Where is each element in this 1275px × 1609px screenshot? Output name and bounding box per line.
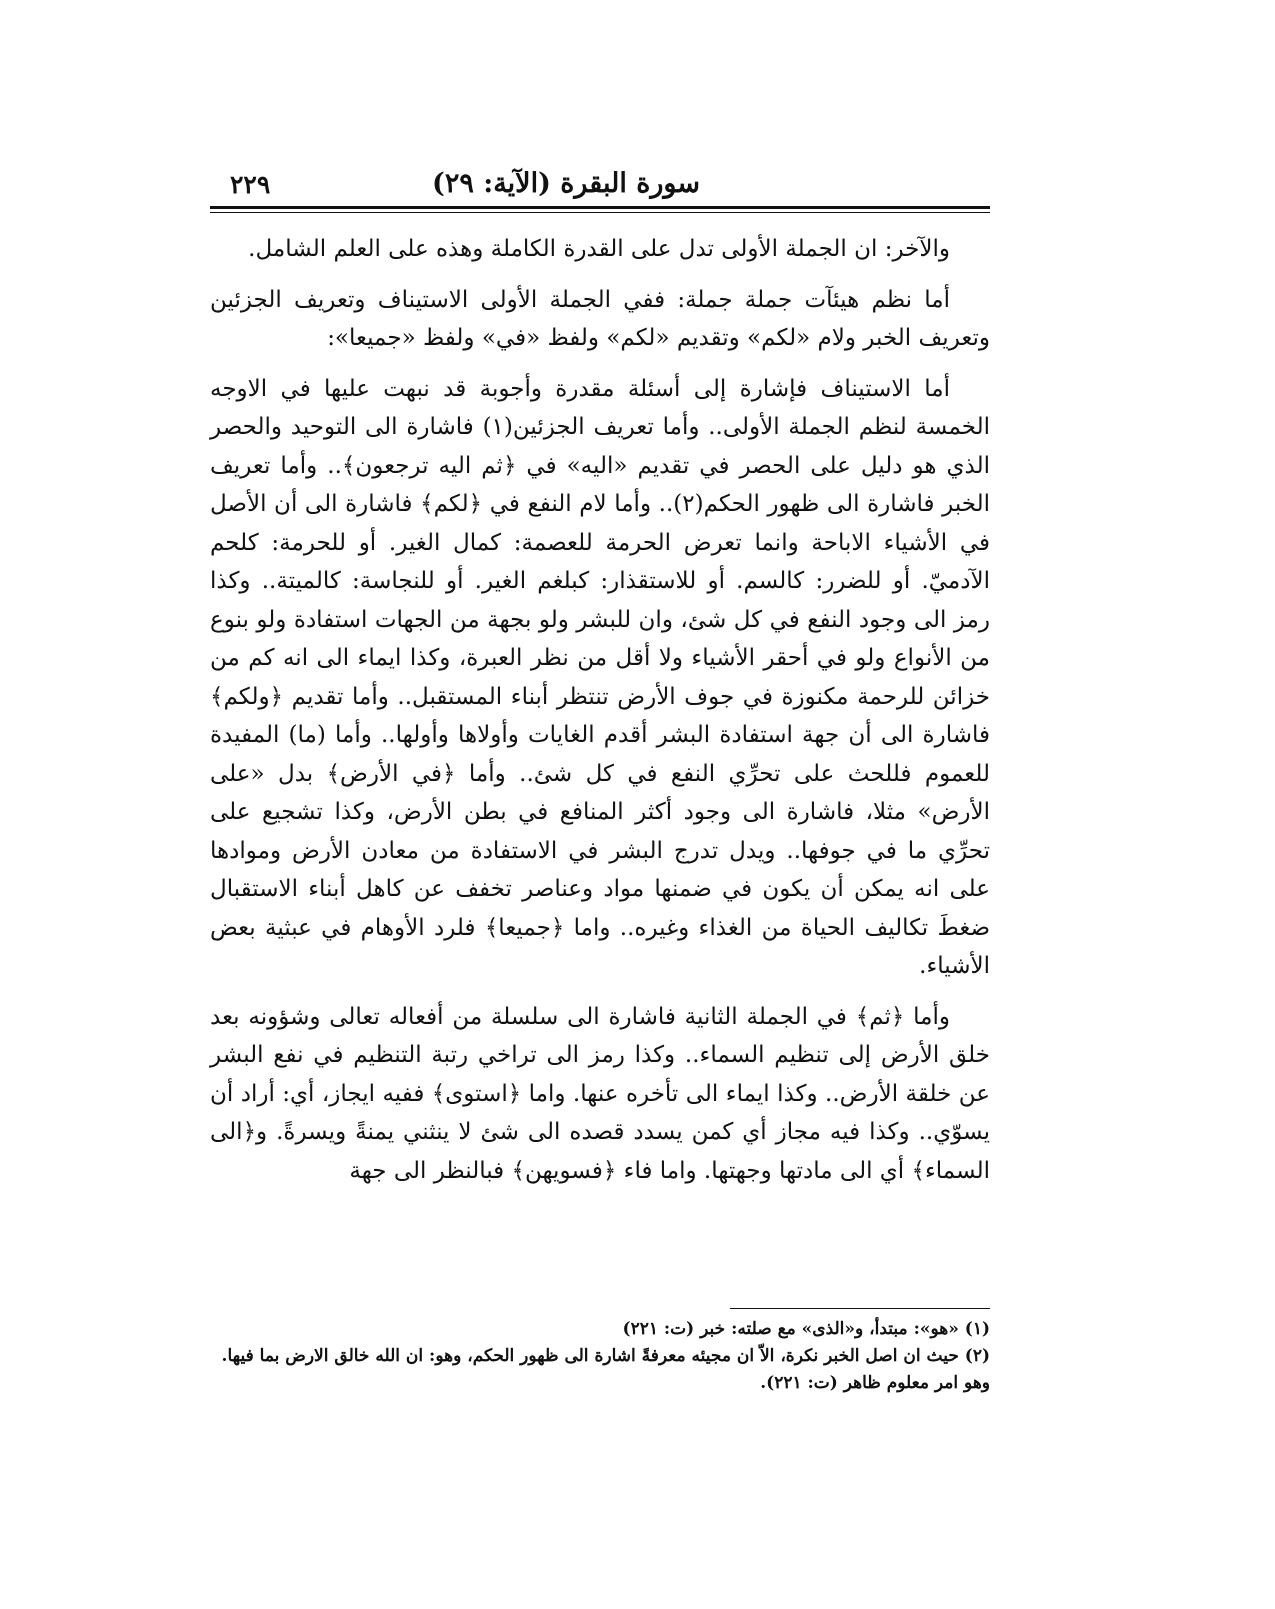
- paragraph-3: أما الاستيناف فإشارة إلى أسئلة مقدرة وأجوبة قد نبهت عليها في الاوجه الخمسة لنظم الجملة الأولى.. وأما تعريف الجزئين(١) فاشارة الى التوحيد والحصر الذي هو دليل على الحصر في تقديم «اليه» في ﴿ثم اليه ترجعون﴾.. وأما تعريف الخبر فاشارة الى ظهور الحكم(٢).. وأما لام النفع في ﴿لكم﴾ فاشارة الى أن الأصل في الأشياء الاباحة وانما تعرض الحرمة للعصمة: كمال الغير. أو للحرمة: كلحم الآدميّ. أو للضرر: كالسم. أو للاستقذار: كبلغم الغير. أو للنجاسة: كالميتة.. وكذا رمز الى وجود النفع في كل شئ، وان للبشر ولو بجهة من الجهات استفادة ولو بنوع من الأنواع ولو في أحقر الأشياء ولا أقل من نظر العبرة، وكذا ايماء الى انه كم من خزائن للرحمة مكنوزة في جوف الأرض تنتظر أبناء المستقبل.. وأما تقديم ﴿ولكم﴾ فاشارة الى أن جهة استفادة البشر أقدم الغايات وأولاها وأولها.. وأما (ما) المفيدة للعموم فللحث على تحرِّي النفع في كل شئ.. وأما ﴿في الأرض﴾ بدل «على الأرض» مثلا، فاشارة الى وجود أكثر المنافع في بطن الأرض، وكذا تشجيع على تحرِّي ما في جوفها.. ويدل تدرج البشر في الاستفادة من معادن الأرض وموادها على انه يمكن أن يكون في ضمنها مواد وعناصر تخفف عن كاهل أبناء الاستقبال ضغطَ تكاليف الحياة من الغذاء وغيره.. واما ﴿جميعا﴾ فلرد الأوهام في عبثية بعض الأشياء.: [210, 375, 991, 979]
- page-number: ٢٢٩: [230, 170, 271, 199]
- paragraph-1: والآخر: ان الجملة الأولى تدل على القدرة الكاملة وهذه على العلم الشامل.: [248, 236, 950, 262]
- footnote-2: (٢) حيث ان اصل الخبر نكرة، الاّ ان مجيئه معرفةً اشارة الى ظهور الحكم، وهو: ان الله خالق الارض بما فيها. وهو امر معلوم ظاهر (ت: ٢٢١).: [221, 1346, 990, 1393]
- paragraph-4: وأما ﴿ثم﴾ في الجملة الثانية فاشارة الى سلسلة من أفعاله تعالى وشؤونه بعد خلق الأرض إلى تنظيم السماء.. وكذا رمز الى تراخي رتبة التنظيم في نفع البشر عن خلقة الأرض.. وكذا ايماء الى تأخره عنها. واما ﴿استوى﴾ ففيه ايجاز، أي: أراد أن يسوّي.. وكذا فيه مجاز أي كمن يسدد قصده الى شئ لا ينثني يمنةً ويسرةً. و﴿الى السماء﴾ أي الى مادتها وجهتها. واما فاء ﴿فسويهن﴾ فبالنظر الى جهة: [210, 1003, 990, 1184]
- paragraph-2: أما نظم هيئآت جملة جملة: ففي الجملة الأولى الاستيناف وتعريف الجزئين وتعريف الخبر ولام «لكم» وتقديم «لكم» ولفظ «في» ولفظ «جميعا»:: [210, 286, 990, 351]
- header-rule-thick: [210, 206, 990, 209]
- footnote-1: (١) «هو»: مبتدأ، و«الذى» مع صلته: خبر (ت: ٢٢١): [622, 1319, 990, 1339]
- footnotes: [210, 1316, 990, 1397]
- main-text: [210, 230, 990, 1202]
- header-rule-thin: [210, 212, 990, 213]
- running-title: سورة البقرة (الآية: ٢٩): [432, 168, 700, 199]
- footnote-separator: [730, 1308, 990, 1309]
- page-header: [210, 168, 990, 208]
